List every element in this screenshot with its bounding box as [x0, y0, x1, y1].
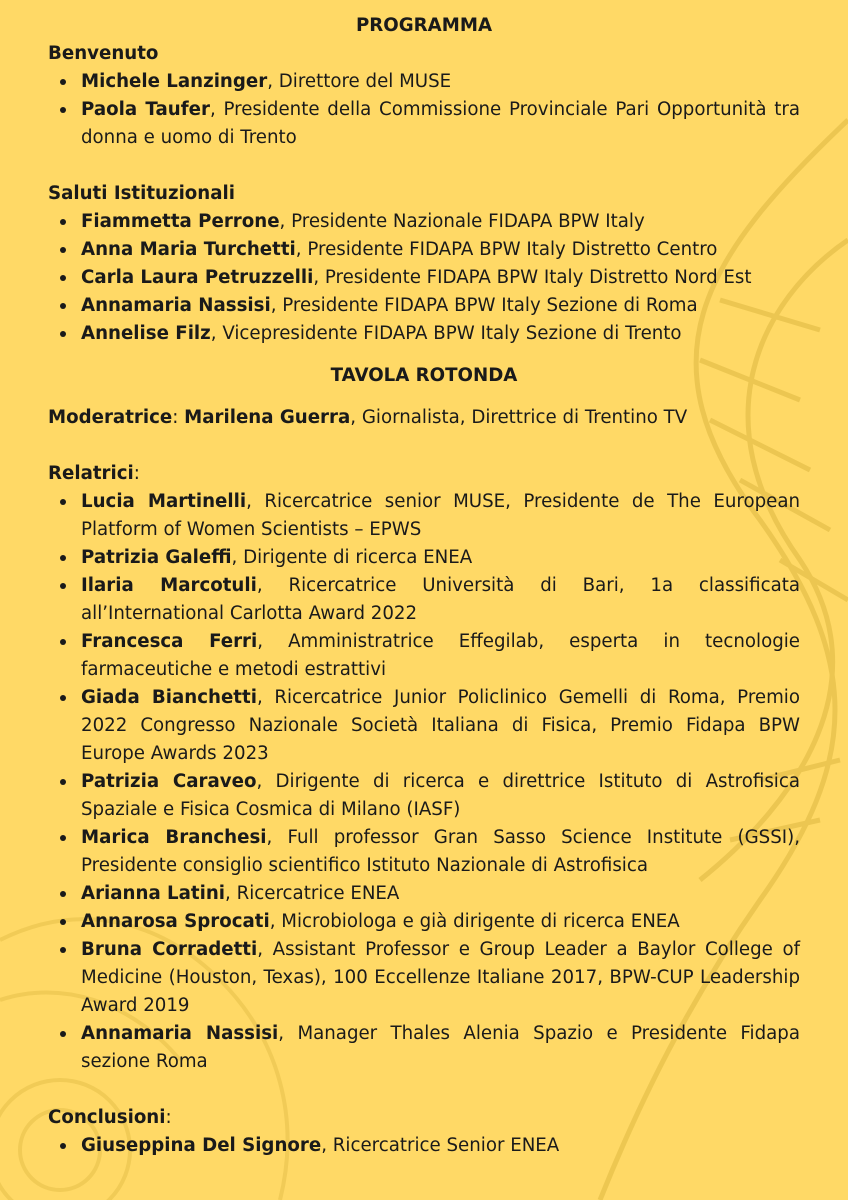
- person-name: Fiammetta Perrone: [81, 211, 280, 232]
- program-title: PROGRAMMA: [355, 15, 493, 36]
- list-item: [81, 264, 800, 292]
- person-name: Giuseppina Del Signore: [81, 1135, 322, 1156]
- benvenuto-list: [48, 68, 800, 152]
- conclusioni-heading: [48, 1104, 800, 1132]
- person-role: , Presidente della Commissione Provinciale Pari Opportunità tra donna e uomo di Trento: [81, 99, 800, 148]
- person-role: , Presidente FIDAPA BPW Italy Distretto Centro: [295, 239, 718, 260]
- list-item: [81, 880, 800, 908]
- list-item: [81, 572, 800, 628]
- person-name: Lucia Martinelli: [81, 491, 247, 512]
- person-role: , Assistant Professor e Group Leader a Baylor College of Medicine (Houston, Texas), 100 Eccellenze Italiane 2017, BPW-CUP Leadership Award 2019: [81, 939, 800, 1016]
- conclusioni-colon: :: [165, 1107, 172, 1128]
- list-item: [81, 824, 800, 880]
- person-name: Giada Bianchetti: [81, 687, 257, 708]
- person-name: Francesca Ferri: [81, 631, 258, 652]
- person-role: , Dirigente di ricerca e direttrice Istituto di Astrofisica Spaziale e Fisica Cosmica di Milano (IASF): [81, 771, 800, 820]
- benvenuto-heading: Benvenuto: [48, 43, 159, 64]
- list-item: [81, 936, 800, 1020]
- person-name: Ilaria Marcotuli: [81, 575, 257, 596]
- moderatrice-name: Marilena Guerra: [184, 407, 351, 428]
- relatrici-colon: :: [133, 463, 140, 484]
- moderatrice-label: Moderatrice: [48, 407, 173, 428]
- person-role: , Vicepresidente FIDAPA BPW Italy Sezione di Trento: [210, 323, 682, 344]
- conclusioni-label: Conclusioni: [48, 1107, 166, 1128]
- list-item: [81, 236, 800, 264]
- moderatrice-line: [48, 404, 800, 432]
- list-item: [81, 684, 800, 768]
- person-name: Patrizia Galeffi: [81, 547, 232, 568]
- person-role: , Presidente Nazionale FIDAPA BPW Italy: [279, 211, 645, 232]
- list-item: [81, 1132, 800, 1160]
- person-role: , Dirigente di ricerca ENEA: [231, 547, 473, 568]
- person-role: , Ricercatrice senior MUSE, Presidente de The European Platform of Women Scientists – EPWS: [81, 491, 800, 540]
- person-role: , Presidente FIDAPA BPW Italy Sezione di Roma: [270, 295, 698, 316]
- conclusioni-list: [48, 1132, 800, 1160]
- person-role: , Ricercatrice ENEA: [225, 883, 400, 904]
- person-name: Carla Laura Petruzzelli: [81, 267, 314, 288]
- list-item: [81, 1020, 800, 1076]
- relatrici-list: [48, 488, 800, 1076]
- person-name: Patrizia Caraveo: [81, 771, 257, 792]
- person-role: , Direttore del MUSE: [267, 71, 452, 92]
- person-role: , Ricercatrice Senior ENEA: [321, 1135, 560, 1156]
- person-role: , Full professor Gran Sasso Science Institute (GSSI), Presidente consiglio scientifico Istituto Nazionale di Astrofisica: [81, 827, 801, 876]
- moderatrice-sep: :: [172, 407, 185, 428]
- list-item: [81, 208, 800, 236]
- person-name: Anna Maria Turchetti: [81, 239, 296, 260]
- person-name: Arianna Latini: [81, 883, 226, 904]
- list-item: [81, 768, 800, 824]
- list-item: [81, 628, 800, 684]
- list-item: [81, 544, 800, 572]
- list-item: [81, 320, 800, 348]
- person-name: Annelise Filz: [81, 323, 211, 344]
- list-item: [81, 68, 800, 96]
- person-name: Paola Taufer: [81, 99, 210, 120]
- person-role: , Manager Thales Alenia Spazio e Presidente Fidapa sezione Roma: [81, 1023, 800, 1072]
- person-role: , Presidente FIDAPA BPW Italy Distretto Nord Est: [313, 267, 752, 288]
- saluti-heading: Saluti Istituzionali: [48, 183, 235, 204]
- saluti-list: [48, 208, 800, 348]
- person-role: , Microbiologa e già dirigente di ricerca ENEA: [269, 911, 680, 932]
- relatrici-label: Relatrici: [48, 463, 134, 484]
- person-name: Annamaria Nassisi: [81, 295, 271, 316]
- person-name: Marica Branchesi: [81, 827, 267, 848]
- person-role: , Ricercatrice Università di Bari, 1a classificata all’International Carlotta Award 2022: [81, 575, 800, 624]
- person-name: Michele Lanzinger: [81, 71, 268, 92]
- person-name: Annarosa Sprocati: [81, 911, 270, 932]
- person-role: , Amministratrice Effegilab, esperta in tecnologie farmaceutiche e metodi estrattivi: [81, 631, 800, 680]
- person-name: Bruna Corradetti: [81, 939, 258, 960]
- list-item: [81, 488, 800, 544]
- person-name: Annamaria Nassisi: [81, 1023, 279, 1044]
- person-role: , Ricercatrice Junior Policlinico Gemelli di Roma, Premio 2022 Congresso Nazionale Società Italiana di Fisica, Premio Fidapa BPW Europe Awards 2023: [81, 687, 800, 764]
- tavola-rotonda-title: TAVOLA ROTONDA: [330, 365, 518, 386]
- moderatrice-role: , Giornalista, Direttrice di Trentino TV: [350, 407, 688, 428]
- list-item: [81, 292, 800, 320]
- relatrici-heading: [48, 460, 800, 488]
- list-item: [81, 96, 800, 152]
- list-item: [81, 908, 800, 936]
